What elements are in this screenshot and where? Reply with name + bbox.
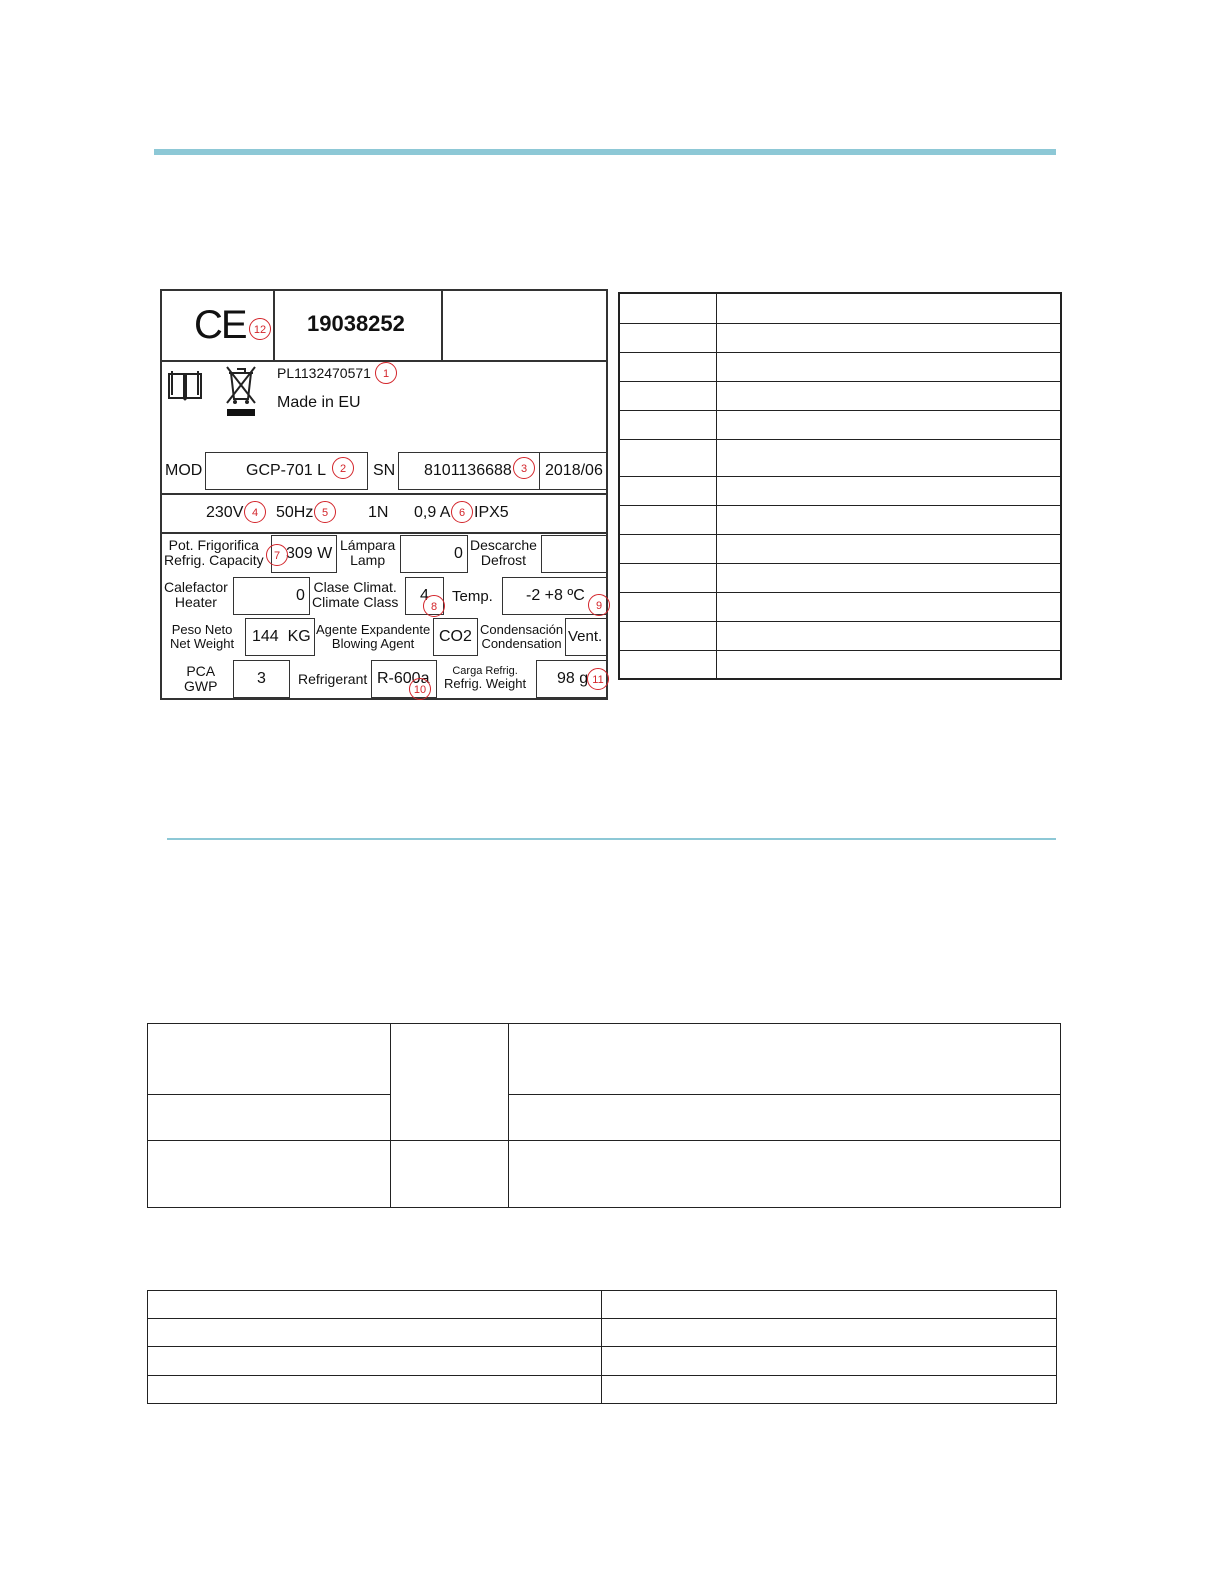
table-row <box>619 505 1061 534</box>
plate-divider <box>162 532 608 534</box>
gwp-label: PCA GWP <box>184 663 218 695</box>
table-row <box>148 1141 1061 1208</box>
ip-value: IPX5 <box>474 504 509 521</box>
ce-mark: CE <box>194 303 246 347</box>
sn-value: 8101136688 <box>424 462 512 479</box>
heater-value: 0 <box>296 587 305 604</box>
phase-value: 1N <box>368 504 389 521</box>
frequency-value: 50Hz <box>276 504 314 521</box>
net-weight-value: 144 KG <box>252 628 311 645</box>
sn-label: SN <box>373 462 396 479</box>
mod-label: MOD <box>165 462 203 479</box>
current-value: 0,9 A <box>414 504 451 521</box>
manual-book-icon <box>166 368 204 402</box>
rating-plate <box>160 289 608 700</box>
table-row <box>148 1319 1057 1347</box>
weee-bin-icon <box>224 365 258 419</box>
section-rule <box>167 838 1056 840</box>
callout-marker-7: 7 <box>266 544 288 566</box>
refrigerant-value: R-600a <box>377 670 430 687</box>
voltage-value: 230V <box>206 504 244 521</box>
callout-marker-2: 2 <box>332 457 354 479</box>
refrig-capacity-label: Pot. Frigorifica Refrig. Capacity <box>164 537 264 569</box>
defrost-box <box>541 535 608 573</box>
table-row <box>619 650 1061 679</box>
table-row <box>148 1376 1057 1404</box>
table-row <box>619 293 1061 323</box>
refrigerant-label: Refrigerant <box>298 671 368 687</box>
callout-marker-9: 9 <box>588 594 610 616</box>
plate-divider <box>273 291 275 360</box>
charge-value: 98 g <box>557 670 589 687</box>
table-row <box>148 1347 1057 1376</box>
climate-class-label: Clase Climat. Climate Class <box>312 579 399 611</box>
blowing-agent-label: Agente Expandente Blowing Agent <box>316 622 431 652</box>
bottom-table <box>147 1290 1057 1404</box>
callout-marker-12: 12 <box>249 318 271 340</box>
table-row <box>619 352 1061 381</box>
lamp-label: Lámpara Lamp <box>340 537 396 569</box>
table-row <box>619 439 1061 476</box>
climate-class-value: 4 <box>420 587 429 604</box>
temp-label: Temp. <box>452 588 493 605</box>
callout-marker-8: 8 <box>423 595 445 617</box>
mod-value: GCP-701 L <box>246 462 327 479</box>
table-row <box>619 381 1061 410</box>
table-row <box>148 1095 1061 1141</box>
table-row <box>619 323 1061 352</box>
condensation-label: Condensación Condensation <box>480 622 564 652</box>
condensation-value: Vent. <box>568 628 603 645</box>
callout-marker-6: 6 <box>451 501 473 523</box>
defrost-label: Descarche Defrost <box>470 537 537 569</box>
table-row <box>619 563 1061 592</box>
info-table <box>147 1023 1061 1208</box>
callout-marker-11: 11 <box>587 668 609 690</box>
table-row <box>619 592 1061 621</box>
table-row <box>148 1024 1061 1095</box>
net-weight-label: Peso Neto Net Weight <box>170 622 235 652</box>
blowing-agent-value: CO2 <box>439 628 472 645</box>
plate-number: 19038252 <box>307 311 405 336</box>
plate-code: PL1132470571 <box>277 365 371 381</box>
legend-table <box>618 292 1062 680</box>
callout-marker-3: 3 <box>513 457 535 479</box>
temp-value: -2 +8 ºC <box>526 587 585 604</box>
table-row <box>619 534 1061 563</box>
plate-divider <box>162 493 608 495</box>
refrig-capacity-value: 309 W <box>286 545 333 562</box>
plate-divider <box>441 291 443 360</box>
made-in-label: Made in EU <box>277 394 361 411</box>
table-row <box>619 621 1061 650</box>
gwp-value: 3 <box>257 670 266 687</box>
callout-marker-1: 1 <box>375 362 397 384</box>
top-accent-rule <box>154 149 1056 155</box>
date-value: 2018/06 <box>545 462 603 479</box>
table-row <box>619 410 1061 439</box>
callout-marker-5: 5 <box>314 501 336 523</box>
lamp-value: 0 <box>454 545 463 562</box>
heater-label: Calefactor Heater <box>164 579 228 611</box>
table-row <box>148 1291 1057 1319</box>
table-row <box>619 476 1061 505</box>
callout-marker-4: 4 <box>244 501 266 523</box>
callout-marker-10: 10 <box>409 678 431 700</box>
charge-label: Carga Refrig. Refrig. Weight <box>444 665 527 692</box>
